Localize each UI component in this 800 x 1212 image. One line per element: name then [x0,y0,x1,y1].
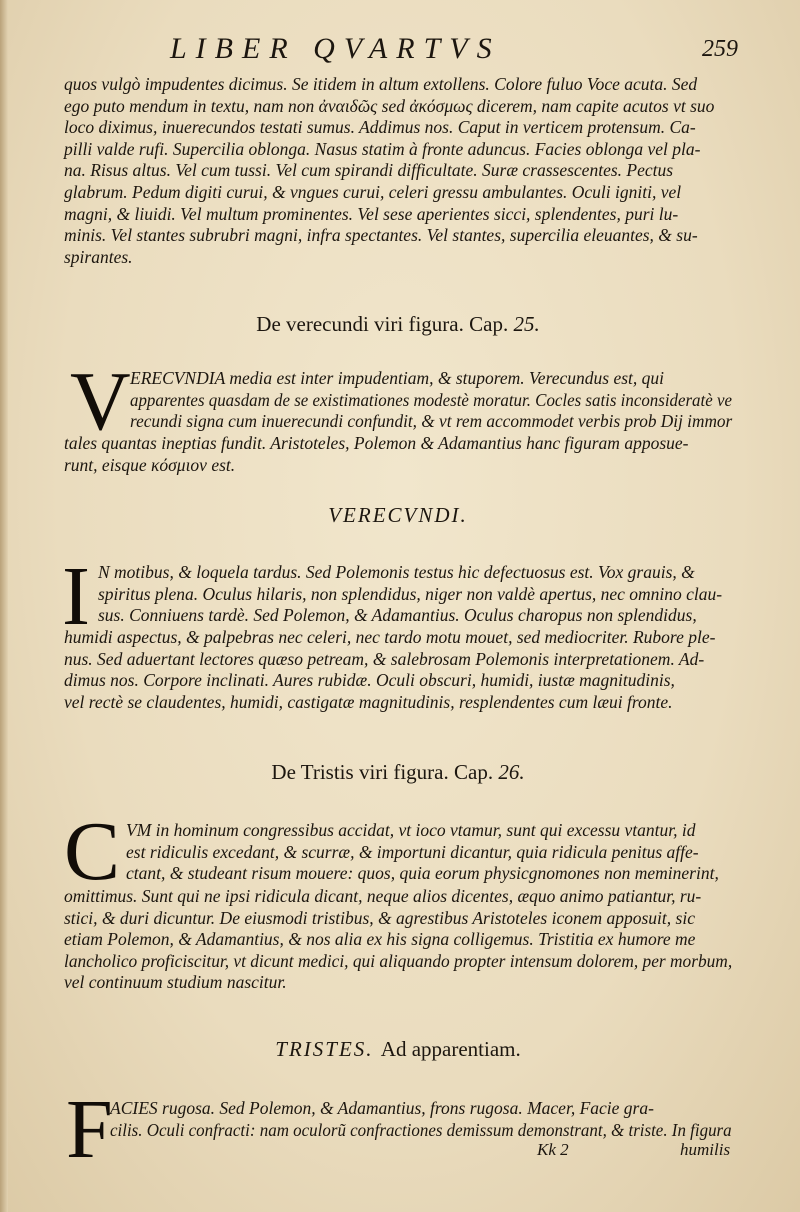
chapter-heading-25 [64,312,732,337]
text-line: recundi signa cum inuerecundi confundit, & vt rem accommodet verbis prob Dij immor [130,411,733,432]
subheading-tristes-sub: Ad apparentiam. [380,1037,521,1061]
paragraph-cap25 [130,368,732,433]
text-line: ego puto mendum in textu, nam non ἀναιδῶς sed ἀκόσμως dicerem, nam capite acutos vt suo [64,95,715,116]
chapter-title: De Tristis viri figura. [271,760,449,784]
text-line: sus. Conniuens tardè. Sed Polemon, & Adamantius. Oculus charopus non splendidus, [98,605,697,626]
text-line: loco diximus, inuerecundos testati sumus. Addimus nos. Caput in verticem protensum. Ca- [64,117,696,138]
text-line: stici, & duri dicuntur. De eiusmodi tristibus, & agrestibus Aristoteles iconem apposuit, sic [64,907,695,928]
intro-paragraph [64,74,732,268]
chapter-title: De verecundi viri figura. [256,312,464,336]
paragraph-tristes [110,1098,732,1141]
text-line: magni, & liuidi. Vel multum prominentes. Vel sese aperientes sicci, splendentes, puri lu- [64,203,679,224]
running-head [0,30,800,70]
text-line: minis. Vel stantes subrubri magni, infra spectantes. Vel stantes, supercilia eleuantes, & su- [64,225,698,246]
text-line: VM in hominum congressibus accidat, vt ioco vtamur, sunt qui excessu vtantur, id [126,820,696,840]
paragraph-cap26 [126,820,732,885]
text-line: spirantes. [64,246,133,267]
paragraph-cap25-cont [64,433,732,476]
subheading-verecundi: VERECVNDI. [328,503,468,527]
paragraph-cap26-cont [64,886,732,994]
text-line: N motibus, & loquela tardus. Sed Polemonis testus hic defectuosus est. Vox grauis, & [98,562,695,582]
text-line: lancholico proficiscitur, vt dicunt medici, qui aliquando propter intensum dolorem, per morbum, [64,950,733,971]
text-line: est ridiculis excedant, & scurræ, & importuni dicantur, quia ridicula penitus affe- [126,841,699,862]
page-number: 259 [702,36,738,62]
subheading-tristes-label: TRISTES. [275,1037,374,1061]
text-line: vel rectè se claudentes, humidi, castigatæ magnitudinis, resplendentes cum læui fronte. [64,691,673,712]
text-line: runt, eisque κόσμιον est. [64,454,236,475]
page-footer [0,1140,800,1164]
subheading-tristes [64,1037,732,1062]
drop-cap-c: C [64,805,121,898]
text-line: etiam Polemon, & Adamantius, & nos alia ex his signa colligemus. Tristitia ex humore me [64,929,696,950]
running-head-title: LIBER QVARTVS [170,32,501,65]
text-line: dimus nos. Corpore inclinati. Aures rubidæ. Oculi obscuri, humidi, iustæ magnitudinis, [64,670,675,691]
text-line: humidi aspectus, & palpebras nec celeri, nec tardo motu mouet, sed mediocriter. Rubore ple- [64,627,716,647]
chapter-number: 25. [513,312,540,336]
text-line: ctant, & studeant risum mouere: quos, quia eorum physicgnomones non meminerint, [126,863,719,884]
text-line: vel continuum studium nascitur. [64,972,287,993]
text-line: pilli valde rufi. Supercilia oblonga. Nasus statim à fronte aduncus. Facies oblonga vel pla- [64,138,701,159]
chapter-number: 26. [498,760,525,784]
paragraph-verecundi-cont [64,627,732,713]
text-line: spiritus plena. Oculus hilaris, non splendidus, niger non valdè apertus, nec omnino clau- [98,583,723,604]
text-line: omittimus. Sunt qui ne ipsi ridicula dicant, neque alios dicentes, æquo animo patiantur, ru- [64,886,702,906]
text-line: ERECVNDIA media est inter impudentiam, & stuporem. Verecundus est, qui [130,368,665,388]
text-line: apparentes quasdam de se existimationes modestè moratur. Cocles satis inconsideratè ve [130,389,732,410]
text-line: nus. Sed aduertant lectores quæso petream, & salebrosam Polemonis interpretationem. Ad- [64,648,705,669]
text-line: cilis. Oculi confracti: nam oculorũ confractiones demissum demonstrant, & triste. In figura [110,1119,732,1140]
page-gutter-shadow [0,0,8,1212]
catchword: humilis [680,1140,731,1159]
drop-cap-i: I [62,550,90,643]
chapter-label: Cap. [454,760,494,784]
chapter-heading-26 [64,760,732,785]
text-line: ACIES rugosa. Sed Polemon, & Adamantius, frons rugosa. Macer, Facie gra- [110,1098,654,1118]
signature-mark: Kk 2 [537,1140,569,1159]
text-line: quos vulgò impudentes dicimus. Se itidem in altum extollens. Colore fuluo Voce acuta. Sed [64,74,698,94]
drop-cap-v: V [70,355,131,448]
text-line: na. Risus altus. Vel cum tussi. Vel cum spirandi difficultate. Suræ crassescentes. Pectus [64,160,674,181]
paragraph-verecundi [98,562,732,627]
text-line: tales quantas ineptias fundit. Aristoteles, Polemon & Adamantius hanc figuram apposue- [64,433,689,453]
chapter-label: Cap. [469,312,509,336]
drop-cap-f: F [66,1083,113,1176]
text-line: glabrum. Pedum digiti curui, & vngues curui, celeri gressu ambulantes. Oculi igniti, vel [64,181,682,202]
